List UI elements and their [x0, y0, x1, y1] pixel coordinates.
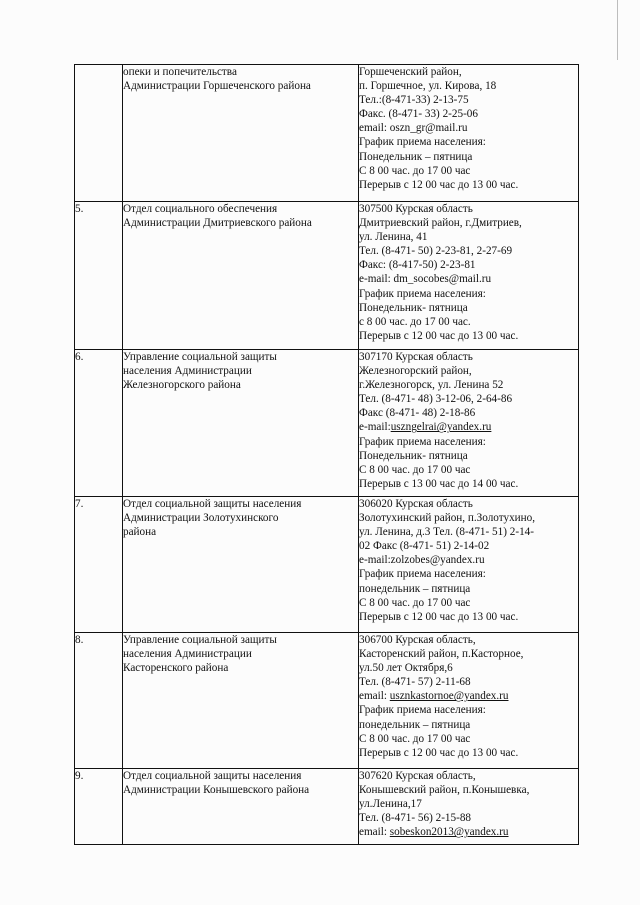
office-name: Отдел социального обеспечения Администрации Дмитриевского района [123, 202, 359, 350]
table-row [75, 202, 579, 350]
table-row [75, 350, 579, 497]
office-name: Управление социальной защиты населения Администрации Касторенского района [123, 633, 359, 769]
row-number: 5. [75, 202, 123, 350]
office-contacts: Горшеченский район, п. Горшечное, ул. Кирова, 18 Тел.:(8-471-33) 2-13-75 Факс. (8-471- 33) 2-25-06 email: oszn_gr@mail.ru График приема населения: Понедельник – пятница С 8 00 час. до 17 00 час Перерыв с 12 00 час до 13 00 час. [359, 65, 579, 202]
row-number [75, 65, 123, 202]
row-number: 8. [75, 633, 123, 769]
office-name: опеки и попечительства Администрации Горшеченского района [123, 65, 359, 202]
office-name: Управление социальной защиты населения Администрации Железногорского района [123, 350, 359, 497]
office-contacts: 307500 Курская область Дмитриевский район, г.Дмитриев, ул. Ленина, 41 Тел. (8-471- 50) 2-23-81, 2-27-69 Факс: (8-417-50) 2-23-81 e-mail: dm_socobes@mail.ru График приема населения: Понедельник- пятница с 8 00 час. до 17 00 час. Перерыв с 12 00 час до 13 00 час. [359, 202, 579, 350]
table-row [75, 633, 579, 769]
table-row [75, 769, 579, 845]
email-link[interactable]: uszngelrai@yandex.ru [390, 421, 492, 434]
office-contacts: 306700 Курская область, Касторенский район, п.Касторное, ул.50 лет Октября,6 Тел. (8-471- 57) 2-11-68 email: usznkastornoe@yandex.ru График приема населения: понедельник – пятница С 8 00 час. до 17 00 час Перерыв с 12 00 час до 13 00 час. [359, 633, 579, 769]
email-link[interactable]: usznkastornoe@yandex.ru [389, 690, 509, 703]
office-contacts: 307170 Курская область Железногорский район, г.Железногорск, ул. Ленина 52 Тел. (8-471- 48) 3-12-06, 2-64-86 Факс (8-471- 48) 2-18-86 e-mail:uszngelrai@yandex.ru График приема населения: Понедельник- пятница С 8 00 час. до 17 00 час Перерыв с 13 00 час до 14 00 час. [359, 350, 579, 497]
row-number: 9. [75, 769, 123, 845]
office-contacts: 307620 Курская область, Конышевский район, п.Конышевка, ул.Ленина,17 Тел. (8-471- 56) 2-15-88 email: sobeskon2013@yandex.ru [359, 769, 579, 845]
row-number: 6. [75, 350, 123, 497]
page-edge-line [617, 0, 618, 60]
email-link[interactable]: sobeskon2013@yandex.ru [389, 826, 509, 839]
office-name: Отдел социальной защиты населения Администрации Золотухинского района [123, 497, 359, 633]
office-name: Отдел социальной защиты населения Администрации Конышевского района [123, 769, 359, 845]
email-text: e-mail: dm_socobes@mail.ru [359, 273, 492, 286]
email-text: email: oszn_gr@mail.ru [359, 122, 468, 135]
table-row [75, 65, 579, 202]
email-text: e-mail:zolzobes@yandex.ru [359, 554, 485, 567]
social-protection-offices-table [74, 64, 579, 845]
office-contacts: 306020 Курская область Золотухинский район, п.Золотухино, ул. Ленина, д.3 Тел. (8-471- 51) 2-14- 02 Факс (8-471- 51) 2-14-02 e-mail:zolzobes@yandex.ru График приема населения: понедельник – пятница С 8 00 час. до 17 00 час Перерыв с 12 00 час до 13 00 час. [359, 497, 579, 633]
row-number: 7. [75, 497, 123, 633]
table-row [75, 497, 579, 633]
